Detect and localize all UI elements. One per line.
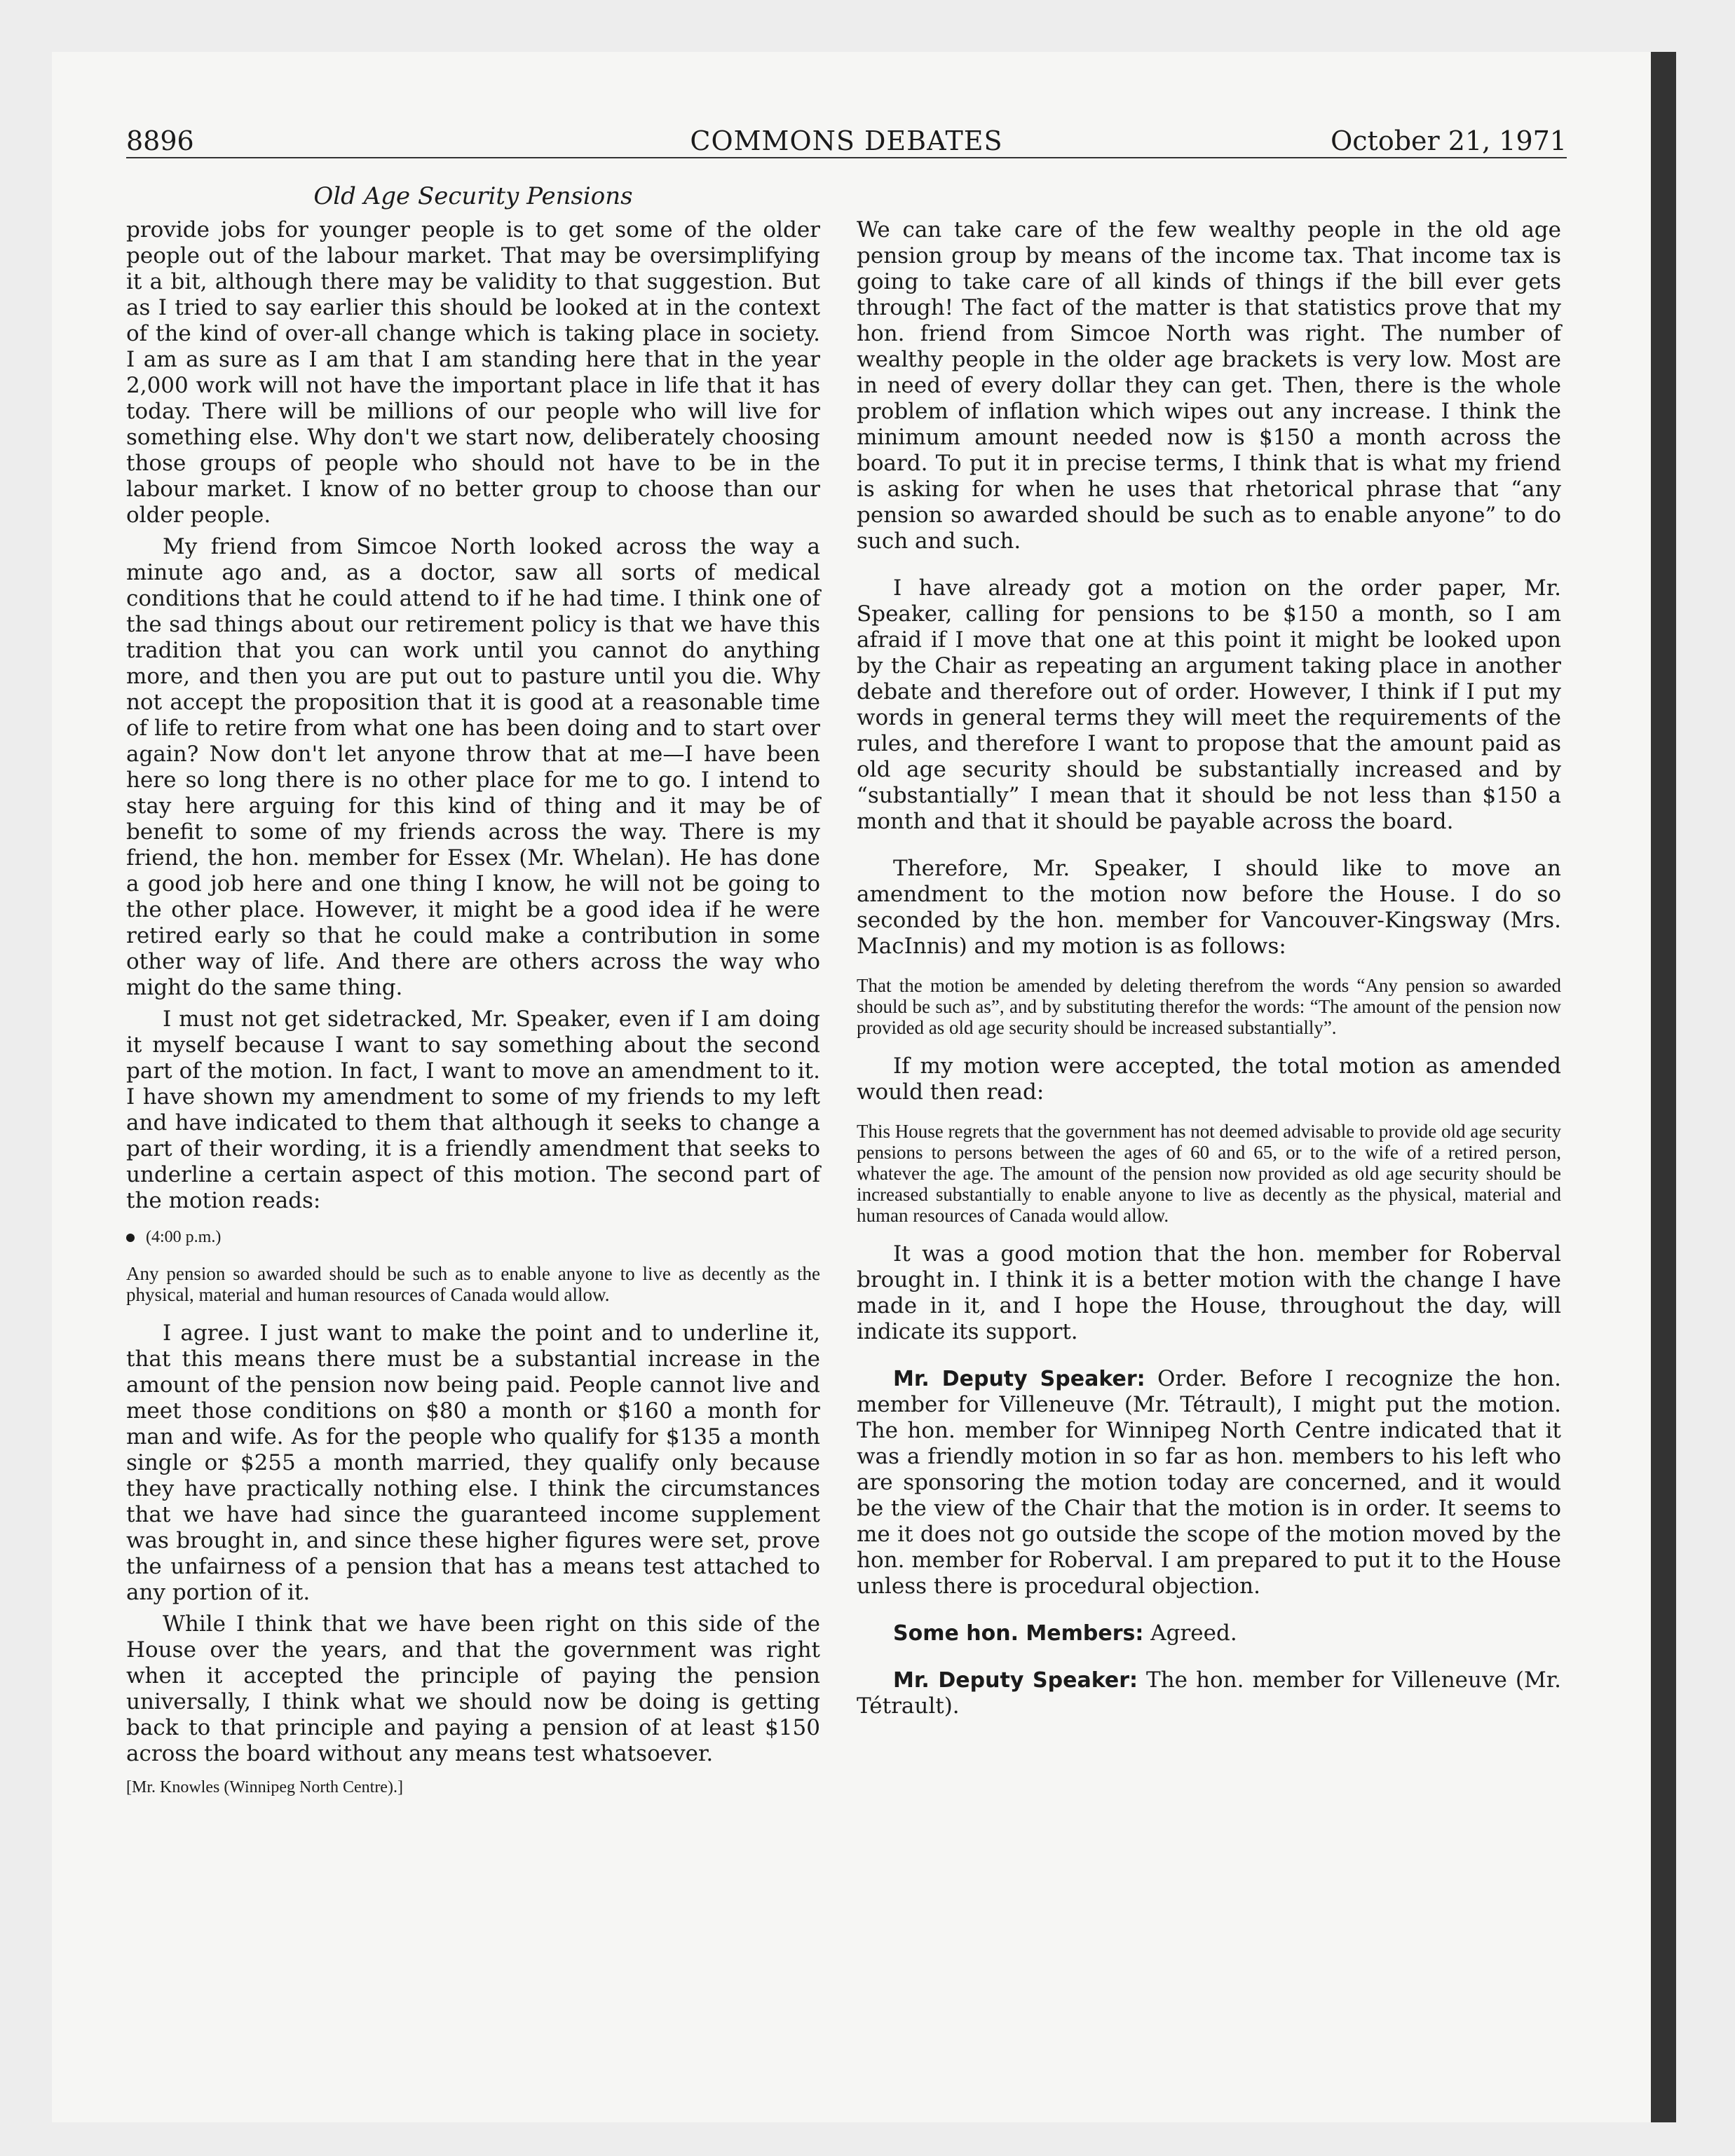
right-paragraph-4: If my motion were accepted, the total motion as amended would then read: (857, 1053, 1561, 1105)
bullet-icon (126, 1234, 135, 1242)
scan-edge-bar (1651, 52, 1676, 2122)
left-paragraph-3: I must not get sidetracked, Mr. Speaker, even if I am doing it myself because I want to say something about the second part of the motion. In fact, I want to move an amendment to it. I have shown my amendment to some of my friends to my left and have indicated to them that although it seeks to change a part of their wording, it is a friendly amendment that seeks to underline a certain aspect of this motion. The second part of the motion reads: (126, 1007, 820, 1213)
speech-text: Order. Before I recognize the hon. member for Villeneuve (Mr. Tétrault), I might put the motion. The hon. member for Winnipeg North Centre indicated that it was a friendly motion in so far as hon. members to his left who are sponsoring the motion today are concerned, and it would be the view of the Chair that the motion is in order. It seems to me it does not go outside the scope of the motion moved by the hon. member for Roberval. I am prepared to put it to the House unless there is procedural objection. (857, 1366, 1561, 1599)
speaker-label: Mr. Deputy Speaker: (893, 1668, 1138, 1693)
right-paragraph-5: It was a good motion that the hon. member for Roberval brought in. I think it is a better motion with the change I have made in it, and I hope the House, throughout the day, will indicate its support. (857, 1241, 1561, 1344)
motion-quote: Any pension so awarded should be such as to enable anyone to live as decently as the physical, material and human resources of Canada would allow. (126, 1263, 820, 1305)
right-column (857, 217, 1561, 1719)
left-paragraph-4: I agree. I just want to make the point and to underline it, that this means there must be a substantial increase in the amount of the pension now being paid. People cannot live and meet those conditions on $80 a month or $160 a month for man and wife. As for the people who qualify for $135 a month single or $255 a month married, they qualify only because they have practically nothing else. I think the circumstances that we have had since the guaranteed income supplement was brought in, and since these higher figures were set, prove the unfairness of a pension that has a means test attached to any portion of it. (126, 1321, 820, 1605)
time-marker-text: (4:00 p.m.) (146, 1228, 222, 1246)
amended-motion-quote: This House regrets that the government has not deemed advisable to provide old age security pensions to persons between the ages of 60 and 65, or to the wife of a retired person, whatever the age. The amount of the pension now provided as old age security should be increased substantially to enable anyone to live as decently as the physical, material and human resources of Canada would allow. (857, 1121, 1561, 1226)
speech-deputy-speaker-1 (857, 1366, 1561, 1599)
speech-text: The hon. member for Villeneuve (Mr. Tétrault). (857, 1667, 1561, 1719)
speech-members (857, 1621, 1561, 1646)
left-paragraph-1: provide jobs for younger people is to get some of the older people out of the labour market. That may be oversimplifying it a bit, although there may be validity to that suggestion. But as I tried to say earlier this should be looked at in the context of the kind of over-all change which is taking place in society. I am as sure as I am that I am standing here that in the year 2,000 work will not have the important place in life that it has today. There will be millions of our people who will live for something else. Why don't we start now, deliberately choosing those groups of people who should not have to be in the labour market. I know of no better group to choose than our older people. (126, 217, 820, 528)
amendment-quote: That the motion be amended by deleting therefrom the words “Any pension so awarded should be such as”, and by substituting therefor the words: “The amount of the pension now provided as old age security should be increased substantially”. (857, 975, 1561, 1038)
left-paragraph-5: While I think that we have been right on this side of the House over the years, and that the government was right when it accepted the principle of paying the pension universally, I think what we should now be doing is getting back to that principle and paying a pension of at least $150 across the board without any means test whatsoever. (126, 1611, 820, 1766)
right-paragraph-3: Therefore, Mr. Speaker, I should like to move an amendment to the motion now before the House. I do so seconded by the hon. member for Vancouver-Kingsway (Mrs. MacInnis) and my motion is as follows: (857, 856, 1561, 959)
speaker-label: Mr. Deputy Speaker: (893, 1367, 1145, 1391)
speaker-label: Some hon. Members: (893, 1621, 1144, 1646)
left-paragraph-2: My friend from Simcoe North looked across the way a minute ago and, as a doctor, saw all sorts of medical conditions that he could attend to if he had time. I think one of the sad things about our retirement policy is that we have this tradition that you can work until you cannot do anything more, and then you are put out to pasture until you die. Why not accept the proposition that it is good at a reasonable time of life to retire from what one has been doing and to start over again? Now don't let anyone throw that at me—I have been here so long there is no other place for me to go. I intend to stay here arguing for this kind of thing and it may be of benefit to some of my friends across the way. There is my friend, the hon. member for Essex (Mr. Whelan). He has done a good job here and one thing I know, he will not be going to the other place. However, it might be a good idea if he were retired early so that he could make a contribution in some other way of life. And there are others across the way who might do the same thing. (126, 534, 820, 1000)
right-paragraph-2: I have already got a motion on the order paper, Mr. Speaker, calling for pensions to be $150 a month, so I am afraid if I move that one at this point it might be looked upon by the Chair as repeating an argument taking place in another debate and therefore out of order. However, I think if I put my words in general terms they will meet the requirements of the rules, and therefore I want to propose that the amount paid as old age security should be substantially increased and by “substantially” I mean that it should be not less than $150 a month and that it should be payable across the board. (857, 575, 1561, 834)
time-marker (126, 1227, 820, 1248)
publication-date: October 21, 1971 (1331, 125, 1567, 156)
left-column (126, 217, 820, 1798)
speech-text: Agreed. (1143, 1621, 1237, 1646)
speaker-attribution: [Mr. Knowles (Winnipeg North Centre).] (126, 1778, 403, 1796)
journal-title: COMMONS DEBATES (690, 125, 1003, 156)
speech-deputy-speaker-2 (857, 1667, 1561, 1719)
page-header (126, 125, 1567, 158)
right-paragraph-1: We can take care of the few wealthy people in the old age pension group by means of the income tax. That income tax is going to take care of all kinds of things if the bill ever gets through! The fact of the matter is that statistics prove that my hon. friend from Simcoe North was right. The number of wealthy people in the older age brackets is very low. Most are in need of every dollar they can get. Then, there is the whole problem of inflation which wipes out any increase. I think the minimum amount needed now is $150 a month across the board. To put it in precise terms, I think that is what my friend is asking for when he uses that rhetorical phrase that “any pension so awarded should be such as to enable anyone” to do such and such. (857, 217, 1561, 554)
section-topic: Old Age Security Pensions (313, 182, 633, 210)
page-number: 8896 (126, 125, 194, 156)
